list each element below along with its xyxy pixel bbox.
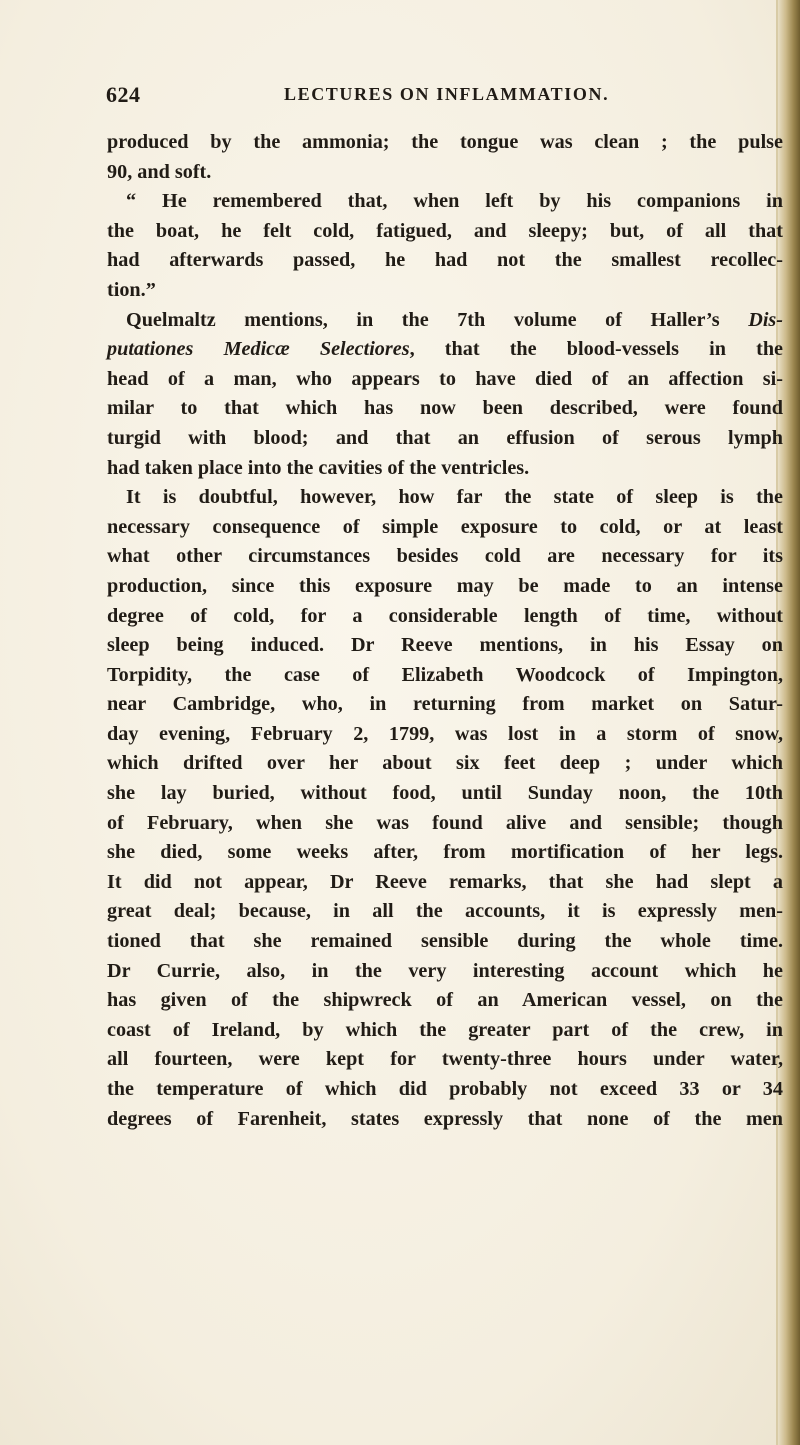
text-line (107, 335, 783, 365)
italic-title: putationes (107, 338, 194, 361)
text-line: “ He remembered that, when left by his companions in (126, 190, 783, 213)
text-line: which drifted over her about six feet deep ; under which (107, 752, 783, 775)
text-line: tioned that she remained sensible during the whole time. (107, 930, 783, 953)
text-line: great deal; because, in all the accounts, it is expressly men- (107, 900, 783, 923)
text-line: all fourteen, were kept for twenty-three hours under water, (107, 1048, 783, 1071)
text-line: she lay buried, without food, until Sunday noon, the 10th (107, 782, 783, 805)
text-line: near Cambridge, who, in returning from market on Satur- (107, 693, 783, 716)
text-line: tion.” (107, 278, 156, 301)
text-line: has given of the shipwreck of an American vessel, on the (107, 989, 783, 1012)
text-line: had afterwards passed, he had not the smallest recollec- (107, 249, 783, 272)
text-line: the temperature of which did probably not exceed 33 or 34 (107, 1078, 783, 1100)
text-line: degree of cold, for a considerable length of time, without (107, 604, 783, 627)
text-line: necessary consequence of simple exposure to cold, or at least (107, 515, 783, 538)
text-line: produced by the ammonia; the tongue was clean ; the pulse (107, 131, 783, 153)
text-line: the boat, he felt cold, fatigued, and sleepy; but, of all that (107, 219, 783, 242)
body-text (107, 128, 783, 1134)
text-line: she died, some weeks after, from mortification of her legs. (107, 841, 783, 864)
text-line: It did not appear, Dr Reeve remarks, that she had slept a (107, 870, 783, 893)
text-line: what other circumstances besides cold are necessary for its (107, 545, 783, 568)
text-line: Torpidity, the case of Elizabeth Woodcock of Impington, (107, 663, 783, 686)
page-header (106, 82, 786, 112)
text-line: head of a man, who appears to have died of an affection si- (107, 367, 783, 390)
text-line (107, 306, 783, 336)
text-line: Dr Currie, also, in the very interesting account which he (107, 959, 783, 982)
text-line: degrees of Farenheit, states expressly that none of the men (107, 1107, 783, 1130)
italic-title: Medicæ Selectiores (223, 338, 410, 361)
text-line: production, since this exposure may be made to an intense (107, 574, 783, 597)
text-line: turgid with blood; and that an effusion of serous lymph (107, 426, 783, 449)
text-line: sleep being induced. Dr Reeve mentions, in his Essay on (107, 634, 783, 657)
text-line: coast of Ireland, by which the greater part of the crew, in (107, 1018, 783, 1041)
page-number: 624 (106, 82, 141, 107)
text-line: milar to that which has now been described, were found (107, 397, 783, 420)
text-line: day evening, February 2, 1799, was lost in a storm of snow, (107, 722, 783, 745)
text-segment: , that the blood-vessels in the (409, 338, 784, 361)
running-head: LECTURES ON INFLAMMATION. (284, 84, 610, 104)
text-line: had taken place into the cavities of the ventricles. (107, 456, 530, 479)
text-line: of February, when she was found alive and sensible; though (107, 811, 783, 834)
text-line: 90, and soft. (107, 160, 212, 183)
text-segment: Quelmaltz mentions, in the 7th volume of Haller’s (126, 308, 720, 331)
italic-title: Dis- (748, 308, 784, 331)
text-line: It is doubtful, however, how far the state of sleep is the (126, 486, 783, 509)
